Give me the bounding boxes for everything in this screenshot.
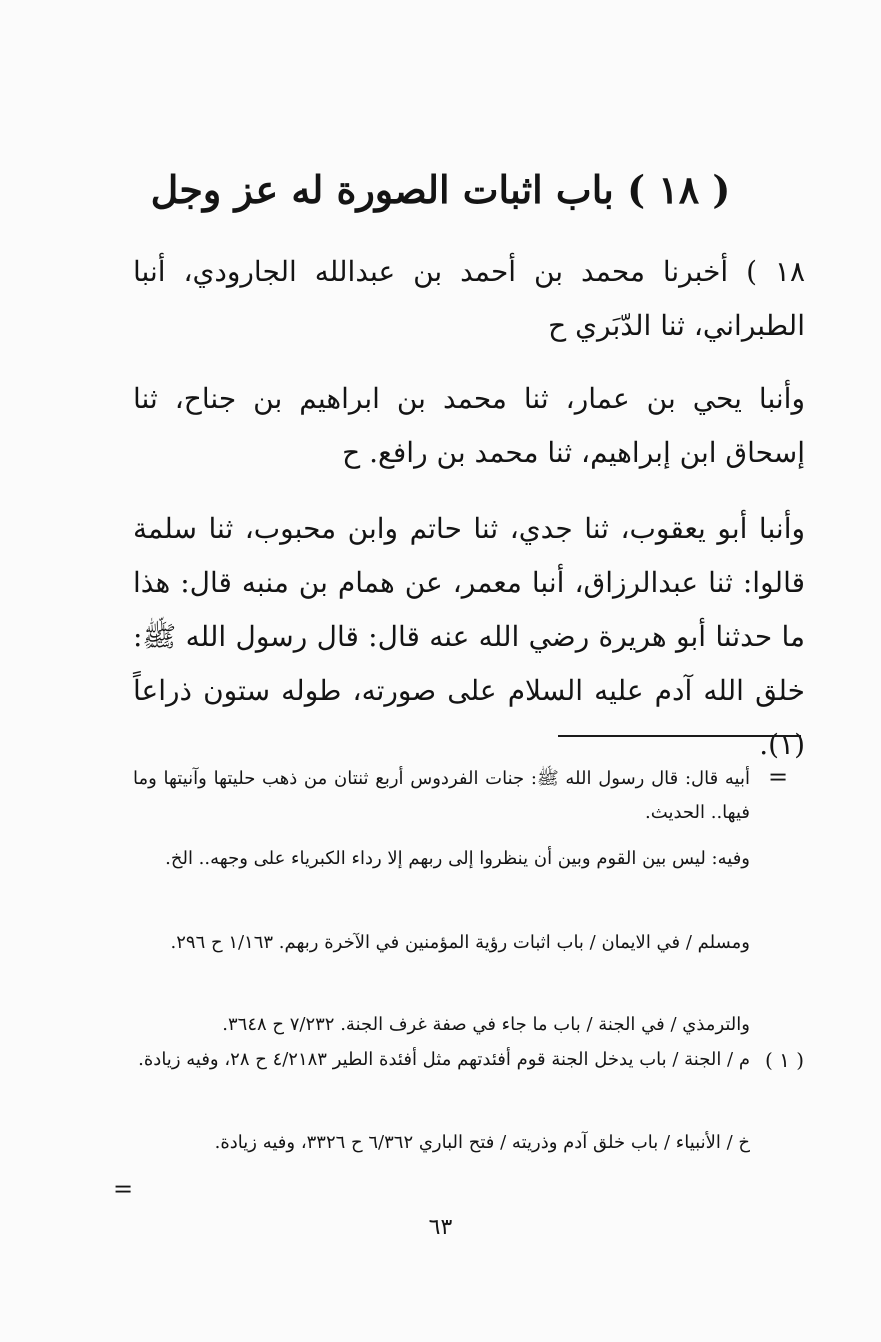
footnote-line: وفيه: ليس بين القوم وبين أن ينظروا إلى ربهم إلا رداء الكبرياء على وجهه.. الخ. xyxy=(165,848,750,869)
chapter-title: ( ١٨ ) باب اثبات الصورة له عز وجل xyxy=(150,167,731,212)
footnote-continuation-mark-bottom: = xyxy=(113,1175,134,1203)
footnote-number: ( ١ ) xyxy=(765,1048,805,1072)
hadith-paragraph-1: ١٨ ) أخبرنا محمد بن أحمد بن عبدالله الجارودي، أنبا الطبراني، ثنا الدّبَري ح xyxy=(133,255,805,342)
page-number: ٦٣ xyxy=(428,1215,453,1240)
footnote-divider xyxy=(558,735,801,737)
footnote-line: ومسلم / في الايمان / باب اثبات رؤية المؤمنين في الآخرة ربهم. ١/١٦٣ ح ٢٩٦. xyxy=(170,932,750,953)
footnote-continuation-mark-top: = xyxy=(768,763,789,791)
footnote-line: خ / الأنبياء / باب خلق آدم وذريته / فتح الباري ٦/٣٦٢ ح ٣٣٢٦، وفيه زيادة. xyxy=(214,1132,750,1153)
footnote-line: م / الجنة / باب يدخل الجنة قوم أفئدتهم مثل أفئدة الطير ٤/٢١٨٣ ح ٢٨، وفيه زيادة. xyxy=(138,1049,750,1070)
footnote-line: والترمذي / في الجنة / باب ما جاء في صفة غرف الجنة. ٧/٢٣٢ ح ٣٦٤٨. xyxy=(222,1014,750,1035)
footnote-line: أبيه قال: قال رسول الله ﷺ: جنات الفردوس أربع ثنتان من ذهب حليتها وآنيتها وما فيها.. الحديث. xyxy=(133,768,750,823)
hadith-paragraph-2: وأنبا يحي بن عمار، ثنا محمد بن ابراهيم بن جناح، ثنا إسحاق ابن إبراهيم، ثنا محمد بن رافع. ح xyxy=(133,382,805,469)
hadith-paragraph-3: وأنبا أبو يعقوب، ثنا جدي، ثنا حاتم وابن محبوب، ثنا سلمة قالوا: ثنا عبدالرزاق، أنبا معمر، عن همام بن منبه قال: هذا ما حدثنا أبو هريرة رضي الله عنه قال: قال رسول الله ﷺ: خلق الله آدم عليه السلام على صورته، طوله ستون ذراعاً (١). xyxy=(133,512,805,761)
